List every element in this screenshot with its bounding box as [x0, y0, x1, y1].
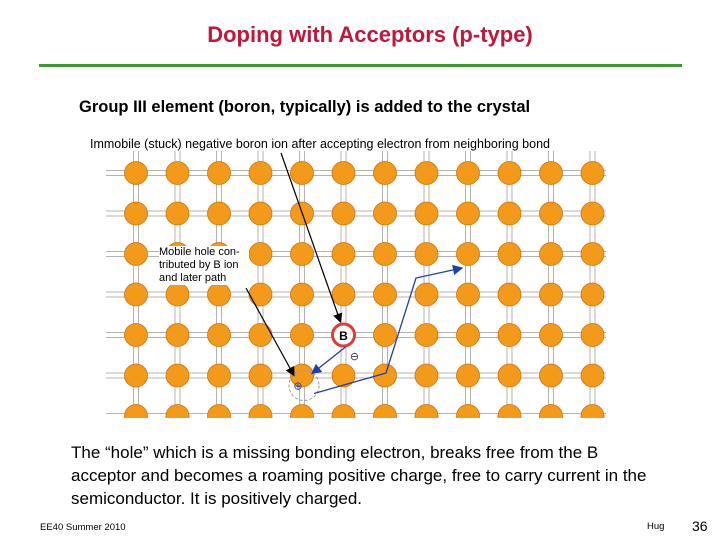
silicon-atom: [498, 324, 521, 347]
page-number: 36: [692, 518, 708, 534]
silicon-atom: [208, 405, 231, 419]
silicon-atom: [415, 243, 438, 266]
silicon-atom: [498, 364, 521, 387]
silicon-atom: [581, 364, 604, 387]
silicon-atom: [581, 283, 604, 306]
silicon-atom: [208, 364, 231, 387]
silicon-atom: [249, 405, 272, 419]
silicon-atom: [291, 405, 314, 419]
silicon-atom: [540, 405, 563, 419]
silicon-atom: [498, 162, 521, 185]
silicon-atom: [457, 283, 480, 306]
silicon-atom: [415, 405, 438, 419]
silicon-atom: [374, 405, 397, 419]
silicon-atom: [249, 324, 272, 347]
plus-sign: ⊕: [293, 379, 303, 393]
silicon-atom: [374, 283, 397, 306]
silicon-atom: [374, 162, 397, 185]
silicon-atom: [540, 283, 563, 306]
silicon-atom: [166, 283, 189, 306]
silicon-atom: [125, 202, 148, 225]
silicon-atom: [415, 283, 438, 306]
silicon-atom: [498, 283, 521, 306]
hole-label: Mobile hole con-tributed by B ion and later path: [159, 246, 249, 285]
silicon-atom: [249, 364, 272, 387]
silicon-atom: [249, 202, 272, 225]
silicon-atom: [581, 405, 604, 419]
silicon-atom: [332, 202, 355, 225]
silicon-atom: [249, 162, 272, 185]
slide-title: [0, 22, 720, 48]
silicon-atom: [581, 162, 604, 185]
silicon-atom: [332, 243, 355, 266]
silicon-atom: [249, 283, 272, 306]
silicon-atom: [457, 162, 480, 185]
silicon-atom: [457, 364, 480, 387]
silicon-atom: [581, 202, 604, 225]
silicon-atom: [374, 324, 397, 347]
silicon-atom: [540, 324, 563, 347]
silicon-atom: [581, 324, 604, 347]
silicon-atom: [166, 364, 189, 387]
silicon-atom: [498, 405, 521, 419]
silicon-atom: [332, 364, 355, 387]
silicon-atom: [540, 364, 563, 387]
silicon-atom: [208, 162, 231, 185]
silicon-atom: [415, 324, 438, 347]
title-underline: [39, 64, 682, 67]
body-text: The “hole” which is a missing bonding electron, breaks free from the B acceptor and becomes a roaming positive charge, free to carry current in the semiconductor. It is positively charged.: [71, 443, 647, 508]
silicon-atom: [581, 243, 604, 266]
silicon-atom: [540, 202, 563, 225]
silicon-atom: [166, 162, 189, 185]
silicon-atom: [457, 405, 480, 419]
silicon-atom: [374, 202, 397, 225]
silicon-atom: [332, 405, 355, 419]
silicon-atom: [540, 162, 563, 185]
title-text-part2: Acceptors (p-type): [338, 22, 533, 47]
silicon-atom: [498, 243, 521, 266]
silicon-atom: [457, 243, 480, 266]
silicon-atom: [291, 324, 314, 347]
silicon-atom: [291, 243, 314, 266]
silicon-atom: [332, 283, 355, 306]
silicon-atom: [208, 202, 231, 225]
boron-symbol: B: [339, 329, 348, 343]
silicon-atom: [457, 324, 480, 347]
silicon-atom: [498, 202, 521, 225]
footer-author: Hug: [647, 521, 665, 532]
silicon-atom: [125, 162, 148, 185]
silicon-atom: [166, 202, 189, 225]
footer-course: EE40 Summer 2010: [40, 522, 126, 533]
silicon-atom: [415, 202, 438, 225]
silicon-atom: [125, 324, 148, 347]
silicon-atom: [415, 162, 438, 185]
silicon-atom: [208, 283, 231, 306]
silicon-atom: [291, 162, 314, 185]
silicon-atom: [125, 405, 148, 419]
silicon-atom: [457, 202, 480, 225]
title-text-part1: Doping with: [207, 22, 339, 47]
silicon-atom: [249, 243, 272, 266]
silicon-atom: [540, 243, 563, 266]
silicon-atom: [125, 364, 148, 387]
silicon-atom: [374, 243, 397, 266]
silicon-atom: [125, 283, 148, 306]
minus-sign: ⊖: [349, 350, 360, 363]
silicon-atom: [166, 324, 189, 347]
figure-caption: Immobile (stuck) negative boron ion after accepting electron from neighboring bond: [90, 137, 550, 151]
silicon-atom: [332, 162, 355, 185]
silicon-atom: [208, 324, 231, 347]
silicon-atom: [166, 405, 189, 419]
silicon-atom: [125, 243, 148, 266]
silicon-atom: [291, 283, 314, 306]
slide-subtitle: Group III element (boron, typically) is added to the crystal: [79, 98, 531, 116]
silicon-atom: [415, 364, 438, 387]
